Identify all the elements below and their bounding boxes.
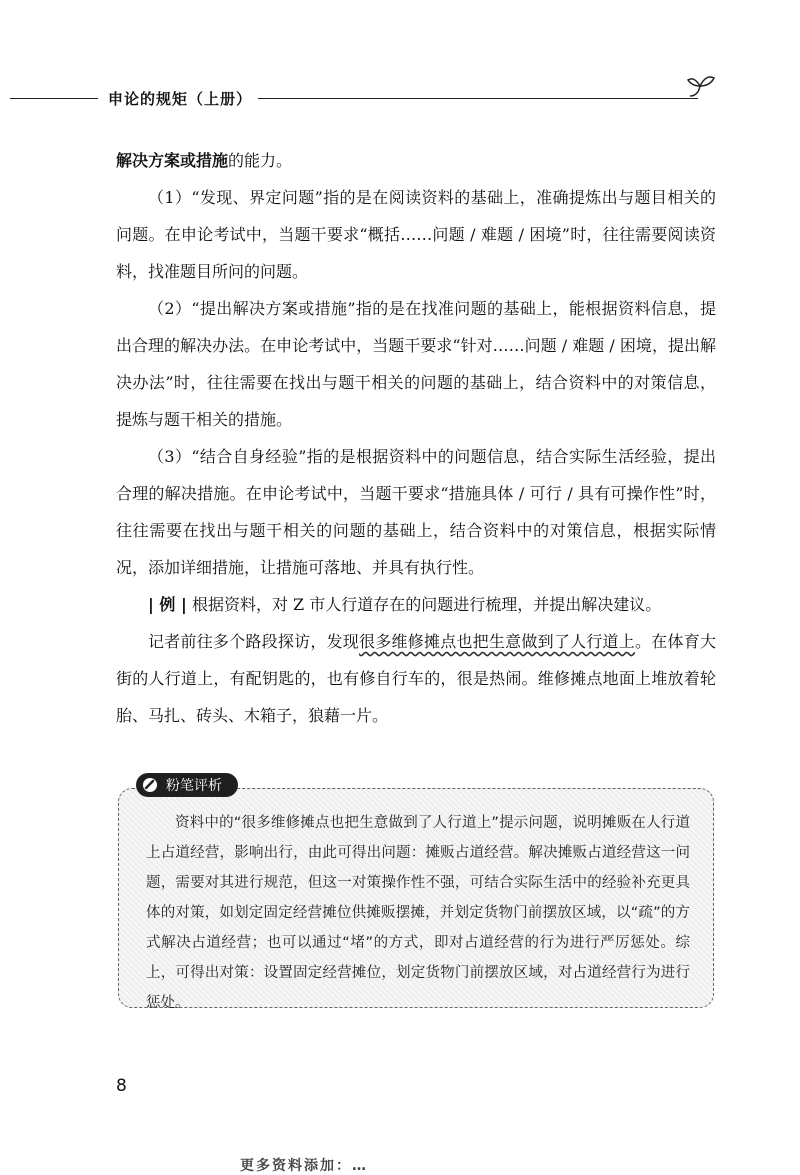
material-part-a: 记者前往多个路段探访，发现 bbox=[148, 632, 360, 651]
example-marker: | 例 | bbox=[148, 595, 187, 614]
paragraph-intro bbox=[116, 142, 716, 179]
header-rule-right bbox=[258, 98, 698, 99]
main-text bbox=[116, 142, 716, 734]
example-material bbox=[116, 623, 716, 734]
analysis-text: 资料中的“很多维修摊点也把生意做到了人行道上”提示问题，说明摊贩在人行道上占道经营，影响出行，由此可得出问题：摊贩占道经营。解决摊贩占道经营这一问题，需要对其进行规范，但这一对策操作性不强，可结合实际生活中的经验补充更具体的对策，如划定固定经营摊位供摊贩摆摊，并划定货物门前摆放区域，以“疏”的方式解决占道经营；也可以通过“堵”的方式，即对占道经营的行为进行严厉惩处。综上，可得出对策：设置固定经营摊位，划定货物门前摆放区域，对占道经营行为进行惩处。 bbox=[146, 815, 690, 1011]
example-question bbox=[116, 586, 716, 623]
book-title: 申论的规矩（上册） bbox=[108, 90, 253, 108]
page-number: 8 bbox=[116, 1076, 127, 1096]
paragraph-3: （3）“结合自身经验”指的是根据资料中的问题信息，结合实际生活经验，提出合理的解决措施。在申论考试中，当题干要求“措施具体 / 可行 / 具有可操作性”时，往往需要在找出与题干相关的问题的基础上，结合资料中的对策信息，根据实际情况，添加详细措施，让措施可落地、并具有执行性。 bbox=[116, 447, 716, 577]
paragraph-1: （1）“发现、界定问题”指的是在阅读资料的基础上，准确提炼出与题目相关的问题。在申论考试中，当题干要求“概括……问题 / 难题 / 困境”时，往往需要阅读资料，找准题目所问的问题。 bbox=[116, 188, 716, 281]
analysis-tag-label: 粉笔评析 bbox=[166, 778, 222, 794]
paragraph-2: （2）“提出解决方案或措施”指的是在找准问题的基础上，能根据资料信息，提出合理的解决办法。在申论考试中，当题干要求“针对……问题 / 难题 / 困境，提出解决办法”时，往往需要在找出与题干相关的问题的基础上，结合资料中的对策信息，提炼与题干相关的措施。 bbox=[116, 299, 716, 429]
sprout-icon bbox=[686, 72, 716, 102]
intro-bold: 解决方案或措施 bbox=[116, 151, 229, 170]
analysis-tag bbox=[136, 773, 238, 797]
intro-rest: 的能力。 bbox=[228, 151, 293, 170]
chalk-icon bbox=[142, 777, 158, 793]
material-part-b: 。在体育大街的人行道上，有配钥匙的，也有修自行车的，很是热闹。维修摊点地面上堆放着轮胎、马扎、砖头、木箱子，狼藉一片。 bbox=[116, 632, 716, 725]
example-question-text: 根据资料，对 Z 市人行道存在的问题进行梳理，并提出解决建议。 bbox=[191, 595, 662, 614]
header-rule-left bbox=[10, 98, 98, 99]
footer-text: 更多资料添加：… bbox=[240, 1158, 368, 1174]
running-header bbox=[0, 88, 720, 108]
material-highlight: 很多维修摊点也把生意做到了人行道上 bbox=[359, 632, 636, 651]
